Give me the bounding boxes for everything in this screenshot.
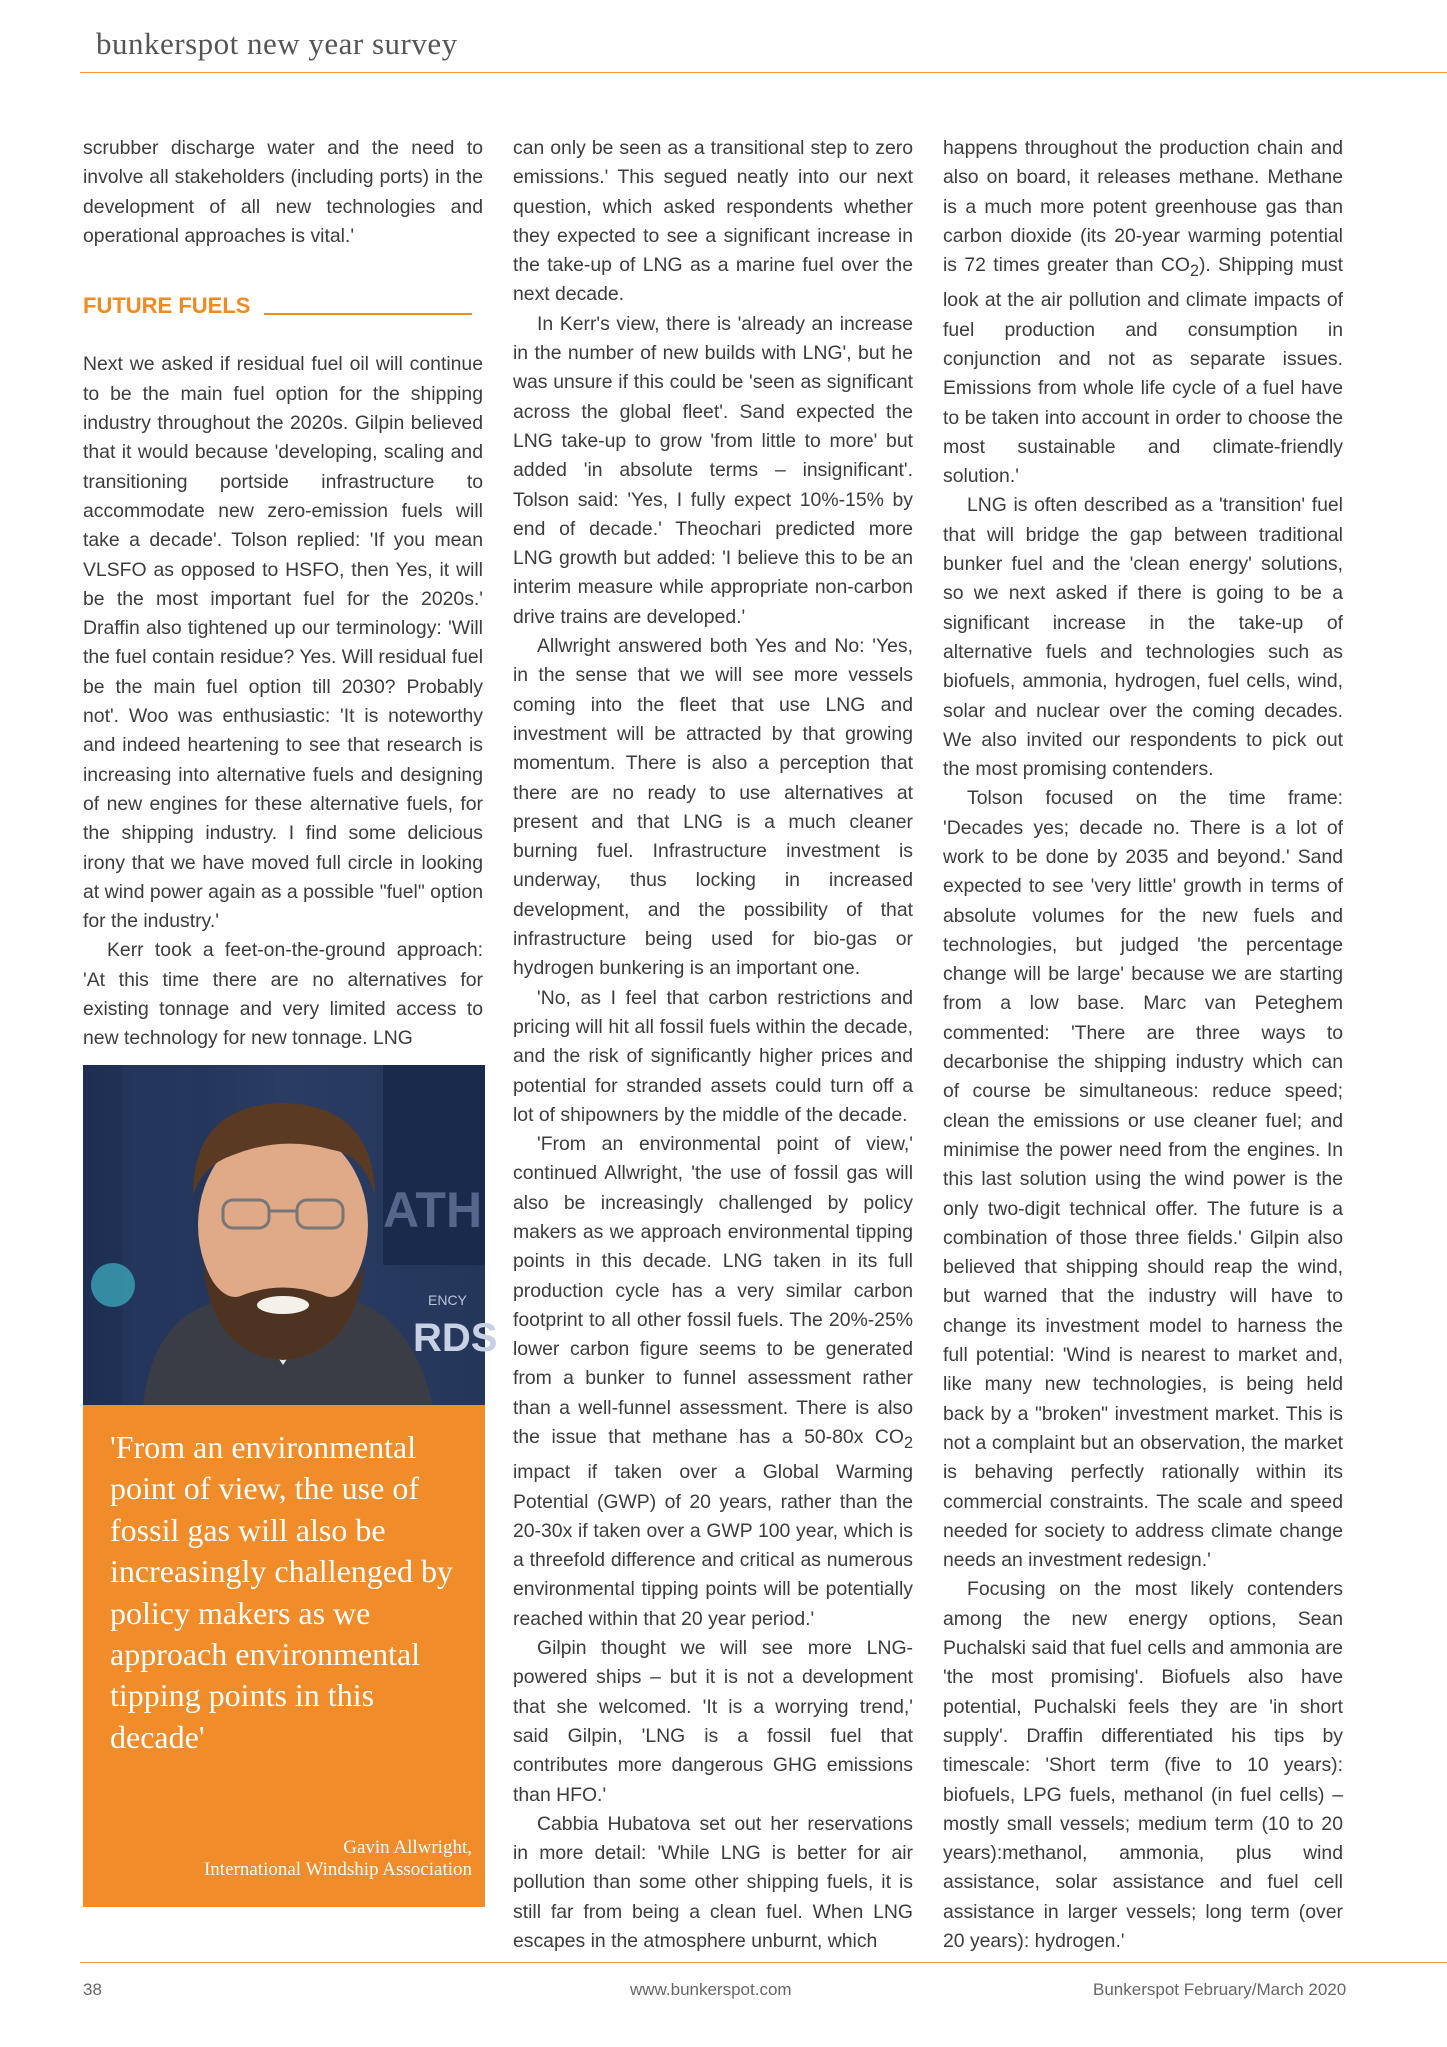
text-run: impact if taken over a Global Warming Potential (GWP) of 20 years, rather than the 20-30x if taken over a GWP 100 year, which is a threefold difference and critical as numerous environmental tipping points will be potentially reached within that 20 year period.' [513, 1461, 913, 1630]
paragraph: LNG is often described as a 'transition' fuel that will bridge the gap between traditional bunker fuel and the 'clean energy' solutions, so we next asked if there is going to be a significant increase in the take-up of alternative fuels and technologies such as biofuels, ammonia, hydrogen, fuel cells, wind, solar and nuclear over the coming decades. We also invited our respondents to pick out the most promising contenders. [943, 494, 1343, 781]
paragraph: Gilpin thought we will see more LNG-powered ships – but it is not a development that she welcomed. 'It is a worrying trend,' said Gilpin, 'LNG is a fossil fuel that contributes more dangerous GHG emissions than HFO.' [513, 1637, 913, 1806]
portrait-photo [83, 1065, 498, 1405]
section-heading-line [264, 313, 472, 315]
pull-quote-text: 'From an environmental point of view, the use of fossil gas will also be increasingly challenged by policy makers as we approach environmental tipping points in this decade' [110, 1429, 453, 1755]
section-heading-text: FUTURE FUELS [83, 293, 251, 319]
page-number: 38 [83, 1980, 102, 1999]
paragraph: In Kerr's view, there is 'already an increase in the number of new builds with LNG', but he was unsure if this could be 'seen as significant across the global fleet'. Sand expected the LNG take-up to grow 'from little to more' but added 'in absolute terms – insignificant'. Tolson said: 'Yes, I fully expect 10%-15% by end of decade.' Theochari predicted more LNG growth but added: 'I believe this to be an interim measure while appropriate non-carbon drive trains are developed.' [513, 312, 913, 628]
portrait-illustration [83, 1065, 498, 1405]
pull-quote-attribution [204, 1837, 472, 1881]
attribution-name: Gavin Allwright, [343, 1837, 472, 1858]
paragraph: 'No, as I feel that carbon restrictions and pricing will hit all fossil fuels within the decade, and the risk of significantly higher prices and potential for stranded assets could turn off a lot of shipowners by the middle of the decade. [513, 986, 913, 1126]
pull-quote [83, 1405, 485, 1907]
badge-text-2: RDS [413, 1316, 498, 1360]
paragraph: Cabbia Hubatova set out her reservations in more detail: 'While LNG is better for air pollution than some other shipping fuels, it is still far from being a clean fuel. When LNG escapes in the atmosphere unburnt, which [513, 1812, 913, 1952]
subscript: 2 [904, 1433, 913, 1452]
column-2 [513, 134, 913, 1956]
badge-text: ENCY [428, 1292, 467, 1308]
paragraph: Allwright answered both Yes and No: 'Yes, in the sense that we will see more vessels coming into the fleet that use LNG and investment will be attracted by that growing momentum. There is also a perception that there are no ready to use alternatives at present and that LNG is a much cleaner burning fuel. Infrastructure investment is underway, thus locking in increased development, and the possibility of that infrastructure being used for bio-gas or hydrogen bunkering is an important one. [513, 635, 913, 980]
backdrop-text: ATH [383, 1182, 483, 1238]
footer-url[interactable]: www.bunkerspot.com [630, 1980, 792, 1999]
column-3 [943, 134, 1343, 1956]
paragraph: Kerr took a feet-on-the-ground approach: 'At this time there are no alternatives for existing tonnage and very limited access to new technology for new tonnage. LNG [83, 939, 483, 1050]
section-heading [83, 291, 483, 320]
header-title: bunkerspot new year survey [96, 26, 458, 61]
paragraph: can only be seen as a transitional step to zero emissions.' This segued neatly into our next question, which asked respondents whether they expected to see a significant increase in the take-up of LNG as a marine fuel over the next decade. [513, 137, 913, 306]
paragraph: Tolson focused on the time frame: 'Decades yes; decade no. There is a lot of work to be done by 2035 and beyond.' Sand expected to see 'very little' growth in terms of absolute volumes for the new fuels and technologies, but judged 'the percentage change will be large' because we are starting from a low base. Marc van Peteghem commented: 'There are three ways to decarbonise the shipping industry which can of course be simultaneous: reduce speed; clean the emissions or use cleaner fuel; and minimise the power need from the engines. In this last solution using the wind power is the only two-digit technical offer. The future is a combination of those three fields.' Gilpin also believed that shipping should reap the wind, but warned that the industry will have to change its investment model to harness the full potential: 'Wind is nearest to market and, like many new technologies, is being held back by a "broken" investment market. This is not a complaint but an observation, the market is behaving perfectly rationally within its commercial constraints. The scale and speed needed for society to address climate change needs an investment redesign.' [943, 787, 1343, 1572]
header-rule [80, 72, 1447, 73]
paragraph [513, 1130, 913, 1634]
column-1 [83, 134, 483, 1054]
subscript: 2 [1189, 262, 1199, 281]
paragraph: scrubber discharge water and the need to involve all stakeholders (including ports) in the development of all new technologies and operational approaches is vital.' [83, 137, 483, 247]
text-run: happens throughout the production chain and also on board, it releases methane. Methane is a much more potent greenhouse gas than carbon dioxide (its 20-year warming potential is 72 times greater than CO [943, 137, 1343, 277]
text-run: ). Shipping must look at the air pollution and climate impacts of fuel production and consumption in conjunction and not as separate issues. Emissions from whole life cycle of a fuel have to be taken into account in order to choose the most sustainable and climate-friendly solution.' [943, 254, 1343, 488]
footer-issue: Bunkerspot February/March 2020 [1093, 1980, 1347, 1999]
paragraph: Focusing on the most likely contenders among the new energy options, Sean Puchalski said that fuel cells and ammonia are 'the most promising'. Biofuels also have potential, Puchalski feels they are 'in short supply'. Draffin differentiated his tips by timescale: 'Short term (five to 10 years): biofuels, LPG fuels, methanol (in fuel cells) – mostly small vessels; medium term (10 to 20 years):methanol, ammonia, plus wind assistance, solar assistance and fuel cell assistance in larger vessels; long term (over 20 years): hydrogen.' [943, 1578, 1343, 1952]
text-run: 'From an environmental point of view,' continued Allwright, 'the use of fossil gas will also be increasingly challenged by policy makers as we approach environmental tipping points in this decade. LNG taken in its full production cycle has a very similar carbon footprint to all other fossil fuels. The 20%-25% lower carbon figure seems to be generated from a bunker to funnel assessment rather than a well-funnel assessment. There is also the issue that methane has a 50-80x CO [513, 1133, 913, 1449]
footer-rule [80, 1962, 1447, 1963]
attribution-org: International Windship Association [203, 1859, 472, 1880]
paragraph [943, 134, 1343, 491]
paragraph: Next we asked if residual fuel oil will continue to be the main fuel option for the shipping industry throughout the 2020s. Gilpin believed that it would because 'developing, scaling and transitioning portside infrastructure to accommodate new zero-emission fuels will take a decade'. Tolson replied: 'If you mean VLSFO as opposed to HSFO, then Yes, it will be the most important fuel for the 2020s.' Draffin also tightened up our terminology: 'Will the fuel contain residue? Yes. Will residual fuel be the main fuel option till 2030? Probably not'. Woo was enthusiastic: 'It is noteworthy and indeed heartening to see that research is increasing into alternative fuels and designing of new engines for these alternative fuels, for the shipping industry. I find some delicious irony that we have moved full circle in looking at wind power again as a possible "fuel" option for the industry.' [83, 353, 483, 933]
